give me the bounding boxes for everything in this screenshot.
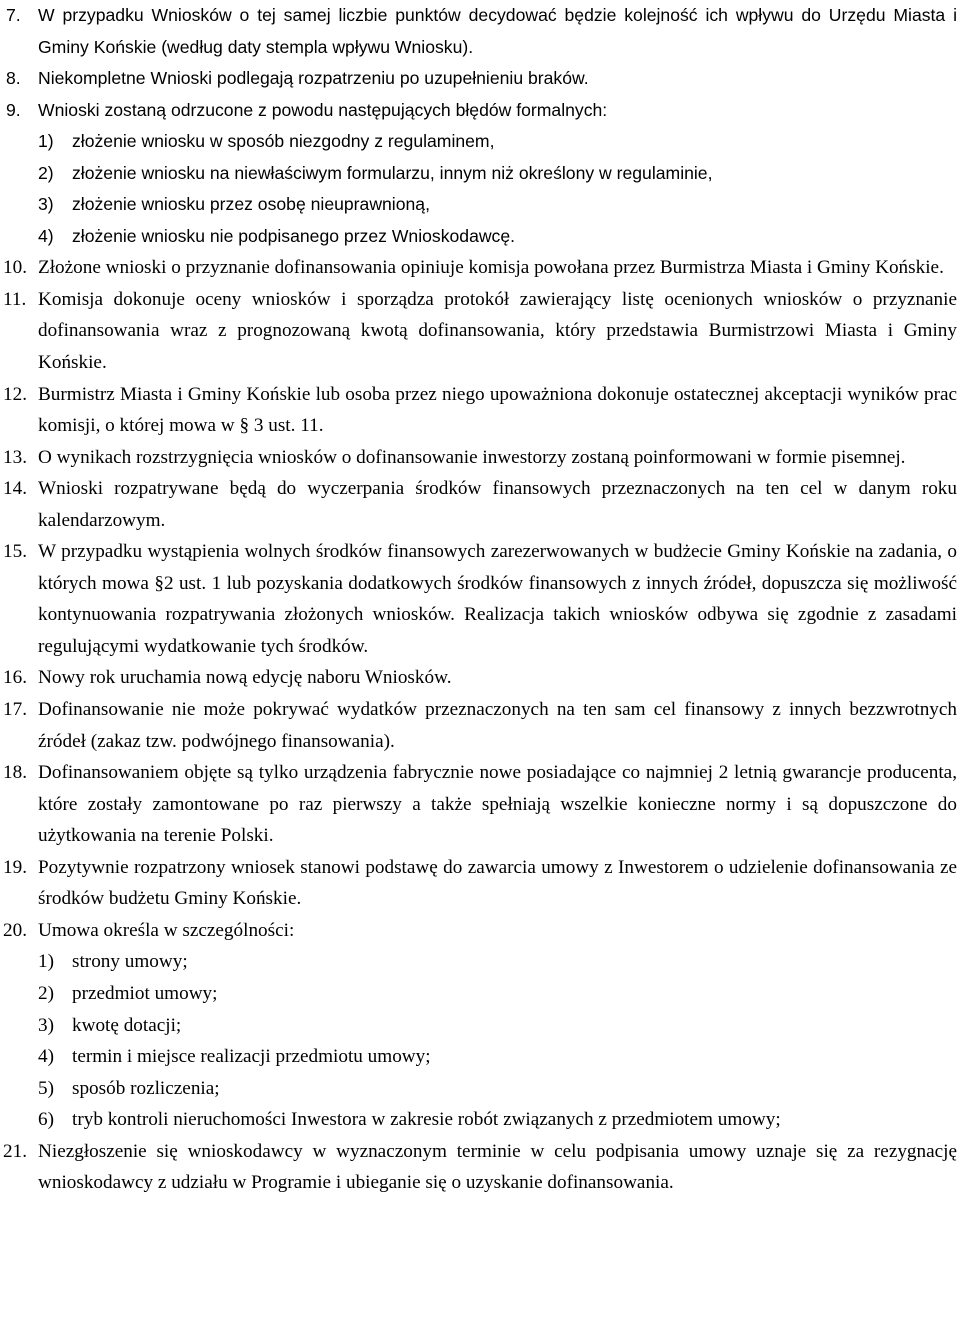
item-number: 20. [3, 919, 27, 941]
list-item-15 [0, 536, 960, 662]
item-number: 18. [3, 762, 27, 784]
list-item-17 [0, 694, 960, 757]
list-item-12 [0, 379, 960, 442]
item-number: 10. [3, 257, 27, 279]
item-text: Umowa określa w szczególności: [38, 919, 295, 941]
sub-item-text: sposób rozliczenia; [72, 1077, 220, 1099]
sub-item [38, 1104, 957, 1136]
list-item-21 [0, 1136, 960, 1199]
sub-item [38, 1010, 957, 1042]
item-number: 12. [3, 383, 27, 405]
item-number: 17. [3, 699, 27, 721]
item-text: Pozytywnie rozpatrzony wniosek stanowi podstawę do zawarcia umowy z Inwestorem o udzielenie dofinansowania ze środków budżetu Gminy Końskie. [38, 856, 957, 910]
item-text: Komisja dokonuje oceny wniosków i sporządza protokół zawierający listę ocenionych wniosków o przyznanie dofinansowania wraz z prognozowaną kwotą dofinansowania, który przedstawia Burmistrzowi Miasta i Gminy Końskie. [38, 288, 957, 374]
sub-item-text: złożenie wniosku przez osobę nieuprawnioną, [72, 194, 430, 215]
item-text: Niezgłoszenie się wnioskodawcy w wyznaczonym terminie w celu podpisania umowy uznaje się za rezygnację wnioskodawcy z udziału w Programie i ubieganie się o uzyskanie dofinansowania. [38, 1140, 957, 1194]
sub-item-number: 3) [38, 1014, 54, 1036]
item-text: Niekompletne Wnioski podlegają rozpatrzeniu po uzupełnieniu braków. [38, 68, 589, 89]
sub-item-number: 5) [38, 1077, 54, 1099]
sub-item-number: 1) [38, 131, 54, 152]
sub-item-number: 4) [38, 1046, 54, 1068]
sub-item-number: 3) [38, 194, 54, 215]
item-number: 11. [3, 288, 27, 310]
list-item-14 [0, 473, 960, 536]
item-text: Złożone wnioski o przyznanie dofinansowania opiniuje komisja powołana przez Burmistrza Miasta i Gminy Końskie. [38, 257, 944, 279]
item-text: Dofinansowanie nie może pokrywać wydatków przeznaczonych na ten sam cel finansowy z innych bezzwrotnych źródeł (zakaz tzw. podwójnego finansowania). [38, 699, 957, 752]
list-item-8 [0, 63, 960, 95]
item-number: 15. [3, 541, 27, 563]
item-text: Burmistrz Miasta i Gminy Końskie lub osoba przez niego upoważniona dokonuje ostatecznej akceptacji wyników prac komisji, o której mowa w § 3 ust. 11. [38, 383, 957, 437]
list-item-11 [0, 284, 960, 379]
sub-item-text: tryb kontroli nieruchomości Inwestora w zakresie robót związanych z przedmiotem umowy; [72, 1109, 781, 1131]
sub-item [38, 189, 957, 221]
item-text: Nowy rok uruchamia nową edycję naboru Wniosków. [38, 667, 452, 689]
item-number: 14. [3, 478, 27, 500]
sub-item-text: kwotę dotacji; [72, 1014, 182, 1036]
sub-item-number: 1) [38, 951, 54, 973]
sub-item-text: strony umowy; [72, 951, 188, 973]
item-number: 8. [6, 68, 21, 89]
sub-item-number: 2) [38, 162, 54, 183]
sub-item-number: 4) [38, 225, 54, 246]
sub-item-text: złożenie wniosku na niewłaściwym formularzu, innym niż określony w regulaminie, [72, 162, 713, 183]
sub-item [38, 946, 957, 978]
list-item-9 [0, 95, 960, 253]
item-number: 19. [3, 856, 27, 878]
item-text: Wnioski zostaną odrzucone z powodu następujących błędów formalnych: [38, 99, 608, 120]
item-number: 9. [6, 99, 21, 120]
list-item-10 [0, 252, 960, 284]
sub-item-text: termin i miejsce realizacji przedmiotu umowy; [72, 1046, 431, 1068]
sub-item [38, 158, 957, 190]
sub-item [38, 1041, 957, 1073]
item-number: 16. [3, 667, 27, 689]
sub-item [38, 1073, 957, 1105]
item-number: 7. [6, 5, 21, 25]
list-item-18 [0, 757, 960, 852]
item-text: Wnioski rozpatrywane będą do wyczerpania środków finansowych przeznaczonych na ten cel w danym roku kalendarzowym. [38, 478, 957, 531]
item-text: W przypadku Wniosków o tej samej liczbie punktów decydować będzie kolejność ich wpływu do Urzędu Miasta i Gminy Końskie (według daty stempla wpływu Wniosku). [38, 5, 957, 57]
list-item-19 [0, 852, 960, 915]
list-item-20 [0, 915, 960, 1136]
item-text: Dofinansowaniem objęte są tylko urządzenia fabrycznie nowe posiadające co najmniej 2 letnią gwarancje producenta, które zostały zamontowane po raz pierwszy a także spełniają wszelkie konieczne normy i są dopuszczone do użytkowania na terenie Polski. [38, 762, 957, 847]
sub-item [38, 978, 957, 1010]
sub-item [38, 221, 957, 253]
list-item-16 [0, 662, 960, 694]
list-item-7 [0, 0, 960, 63]
sub-item-number: 2) [38, 982, 54, 1004]
item-number: 21. [3, 1140, 27, 1162]
sub-item-text: przedmiot umowy; [72, 982, 218, 1004]
sub-item-text: złożenie wniosku w sposób niezgodny z regulaminem, [72, 131, 495, 152]
sub-item [38, 126, 957, 158]
sub-item-number: 6) [38, 1109, 54, 1131]
sub-item-text: złożenie wniosku nie podpisanego przez Wnioskodawcę. [72, 225, 516, 246]
item-text: W przypadku wystąpienia wolnych środków finansowych zarezerwowanych w budżecie Gminy Końskie na zadania, o których mowa §2 ust. 1 lub pozyskania dodatkowych środków finansowych z innych źródeł, dopuszcza się możliwość kontynuowania rozpatrywania złożonych wniosków. Realizacja takich wniosków odbywa się zgodnie z zasadami regulującymi wydatkowanie tych środków. [38, 541, 957, 657]
list-item-13 [0, 442, 960, 474]
item-text: O wynikach rozstrzygnięcia wniosków o dofinansowanie inwestorzy zostaną poinformowani w formie pisemnej. [38, 446, 906, 468]
item-number: 13. [3, 446, 27, 468]
